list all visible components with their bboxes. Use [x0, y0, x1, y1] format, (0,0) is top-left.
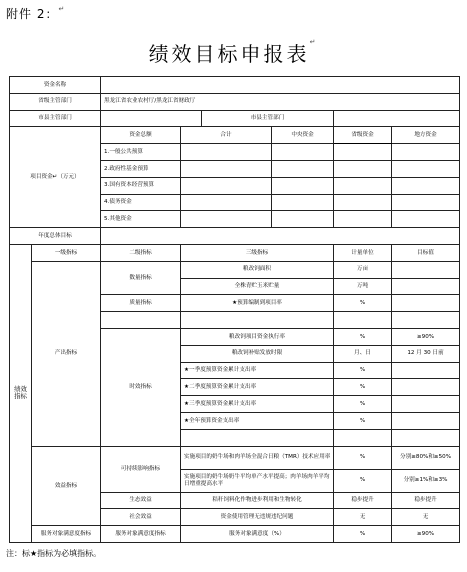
funding-item: 1.一般公共预算 — [101, 144, 181, 161]
target: 无 — [392, 509, 460, 526]
value-county-dept[interactable] — [334, 110, 460, 127]
indicator: 全株青贮玉米贮量 — [181, 278, 334, 295]
unit: % — [334, 446, 392, 469]
label-quality: 质量指标 — [101, 295, 181, 312]
target: ≥90% — [392, 526, 460, 543]
value-project-name[interactable] — [101, 77, 460, 94]
funding-item: 3.国有资本经营预算 — [101, 177, 181, 194]
label-eco: 生态效益 — [101, 492, 181, 509]
value-annual-target[interactable] — [101, 228, 460, 245]
indicator: ★预算编制到项目率 — [181, 295, 334, 312]
funding-header: 地方资金 — [392, 127, 460, 144]
funding-header: 合计 — [181, 127, 272, 144]
target[interactable] — [392, 412, 460, 429]
funding-header: 省级资金 — [334, 127, 392, 144]
unit: 万亩 — [334, 261, 392, 278]
funding-cell[interactable] — [392, 160, 460, 177]
unit: 稳步提升 — [334, 492, 392, 509]
unit: % — [334, 295, 392, 312]
label-city-dept: 市县主管部门 — [10, 110, 101, 127]
funding-cell[interactable] — [181, 160, 272, 177]
funding-cell[interactable] — [334, 177, 392, 194]
indicator: ★全年预算资金支出率 — [181, 412, 334, 429]
label-dept: 省级主管部门 — [10, 93, 101, 110]
indicator: ★一季度预算资金累计支出率 — [181, 362, 334, 379]
label-timeliness: 时效指标 — [101, 328, 181, 446]
empty-cell — [392, 312, 460, 329]
funding-cell[interactable] — [272, 160, 334, 177]
label-quantity: 数量指标 — [101, 261, 181, 295]
unit: 无 — [334, 509, 392, 526]
value-dept: 黑龙江省农业农村厅/黑龙江省财政厅 — [101, 93, 460, 110]
target[interactable] — [392, 278, 460, 295]
label-project-name: 资金名称 — [10, 77, 101, 94]
funding-cell[interactable] — [181, 211, 272, 228]
indicator: ★三季度预算资金累计支出率 — [181, 396, 334, 413]
target: 分别≥80%和≥50% — [392, 446, 460, 469]
indicator: 粮改饲项目资金执行率 — [181, 328, 334, 345]
indicator: 资金使用管理无违规违纪问题 — [181, 509, 334, 526]
label-social: 社会效益 — [101, 509, 181, 526]
indicator: 粮改饲面积 — [181, 261, 334, 278]
table-row — [10, 110, 460, 127]
indicator: 粮改饲补贴发放时限 — [181, 345, 334, 362]
unit: % — [334, 396, 392, 413]
unit: 万吨 — [334, 278, 392, 295]
funding-cell[interactable] — [272, 177, 334, 194]
indicator: ★二季度预算资金累计支出率 — [181, 379, 334, 396]
funding-cell[interactable] — [334, 194, 392, 211]
funding-cell[interactable] — [181, 194, 272, 211]
table-row — [10, 127, 460, 144]
table-row — [10, 228, 460, 245]
funding-cell[interactable] — [392, 211, 460, 228]
table-row — [10, 446, 460, 469]
funding-item: 2.政府性基金预算 — [101, 160, 181, 177]
empty-cell — [334, 429, 392, 446]
target[interactable] — [392, 261, 460, 278]
empty-cell — [334, 312, 392, 329]
target[interactable] — [392, 295, 460, 312]
funding-item: 5.其他资金 — [101, 211, 181, 228]
target[interactable] — [392, 396, 460, 413]
indicator: 服务对象满意度（%） — [181, 526, 334, 543]
label-funding: 项目资金↵（万元） — [10, 127, 101, 228]
attachment-label: 附件 2：↵ — [6, 5, 66, 21]
unit: % — [334, 412, 392, 429]
label-county-dept: 市县主管部门 — [202, 110, 334, 127]
funding-cell[interactable] — [392, 194, 460, 211]
funding-cell[interactable] — [181, 144, 272, 161]
target: 分别≥1%和≥3% — [392, 469, 460, 492]
unit: % — [334, 328, 392, 345]
page-title: 绩效目标申报表↵ — [148, 38, 319, 66]
header-cell: 二级指标 — [101, 244, 181, 261]
indicator: 秸秆饲料化作物进步利用和生物转化 — [181, 492, 334, 509]
table-row — [10, 261, 460, 278]
funding-cell[interactable] — [392, 144, 460, 161]
funding-cell[interactable] — [272, 144, 334, 161]
target[interactable] — [392, 362, 460, 379]
funding-cell[interactable] — [392, 177, 460, 194]
target[interactable] — [392, 379, 460, 396]
target: 稳步提升 — [392, 492, 460, 509]
indicator: 实施项目的奶牛场和肉羊场全混合日粮（TMR）技术应用率 — [181, 446, 334, 469]
empty-cell — [392, 429, 460, 446]
label-perf: 绩效指标 — [10, 244, 32, 542]
funding-cell[interactable] — [272, 194, 334, 211]
target: ≥90% — [392, 328, 460, 345]
label-sustain: 可持续影响指标 — [101, 446, 181, 492]
funding-cell[interactable] — [181, 177, 272, 194]
funding-cell[interactable] — [334, 144, 392, 161]
value-city-dept[interactable] — [101, 110, 202, 127]
empty-cell — [181, 312, 334, 329]
empty-cell — [181, 429, 334, 446]
funding-header: 资金总额 — [101, 127, 181, 144]
header-cell: 目标值 — [392, 244, 460, 261]
table-row — [10, 244, 460, 261]
label-satisfaction-2: 服务对象满意度指标 — [101, 526, 181, 543]
table-row — [10, 77, 460, 94]
unit: % — [334, 379, 392, 396]
label-satisfaction: 服务对象满意度指标 — [32, 526, 101, 543]
table-row — [10, 93, 460, 110]
funding-cell[interactable] — [334, 211, 392, 228]
header-cell: 三级指标 — [181, 244, 334, 261]
funding-item: 4.债务资金 — [101, 194, 181, 211]
indicator: 实施项目的奶牛场奶牛平均单产水平提高；肉羊场肉羊平均日增重提高水平 — [181, 469, 334, 492]
unit: 月、日 — [334, 345, 392, 362]
unit: % — [334, 526, 392, 543]
header-cell: 计量单位 — [334, 244, 392, 261]
footnote: 注：标★指标为必填指标。 — [6, 549, 102, 558]
empty-cell — [101, 312, 181, 329]
unit: % — [334, 362, 392, 379]
header-cell: 一级指标 — [32, 244, 101, 261]
performance-target-table — [9, 76, 460, 543]
funding-header: 中央资金 — [272, 127, 334, 144]
label-output: 产出指标 — [32, 261, 101, 446]
label-benefit: 效益指标 — [32, 446, 101, 526]
funding-cell[interactable] — [334, 160, 392, 177]
funding-cell[interactable] — [272, 211, 334, 228]
target: 12 月 30 日前 — [392, 345, 460, 362]
table-row — [10, 526, 460, 543]
unit: % — [334, 469, 392, 492]
label-annual-target: 年度总体目标 — [10, 228, 101, 245]
